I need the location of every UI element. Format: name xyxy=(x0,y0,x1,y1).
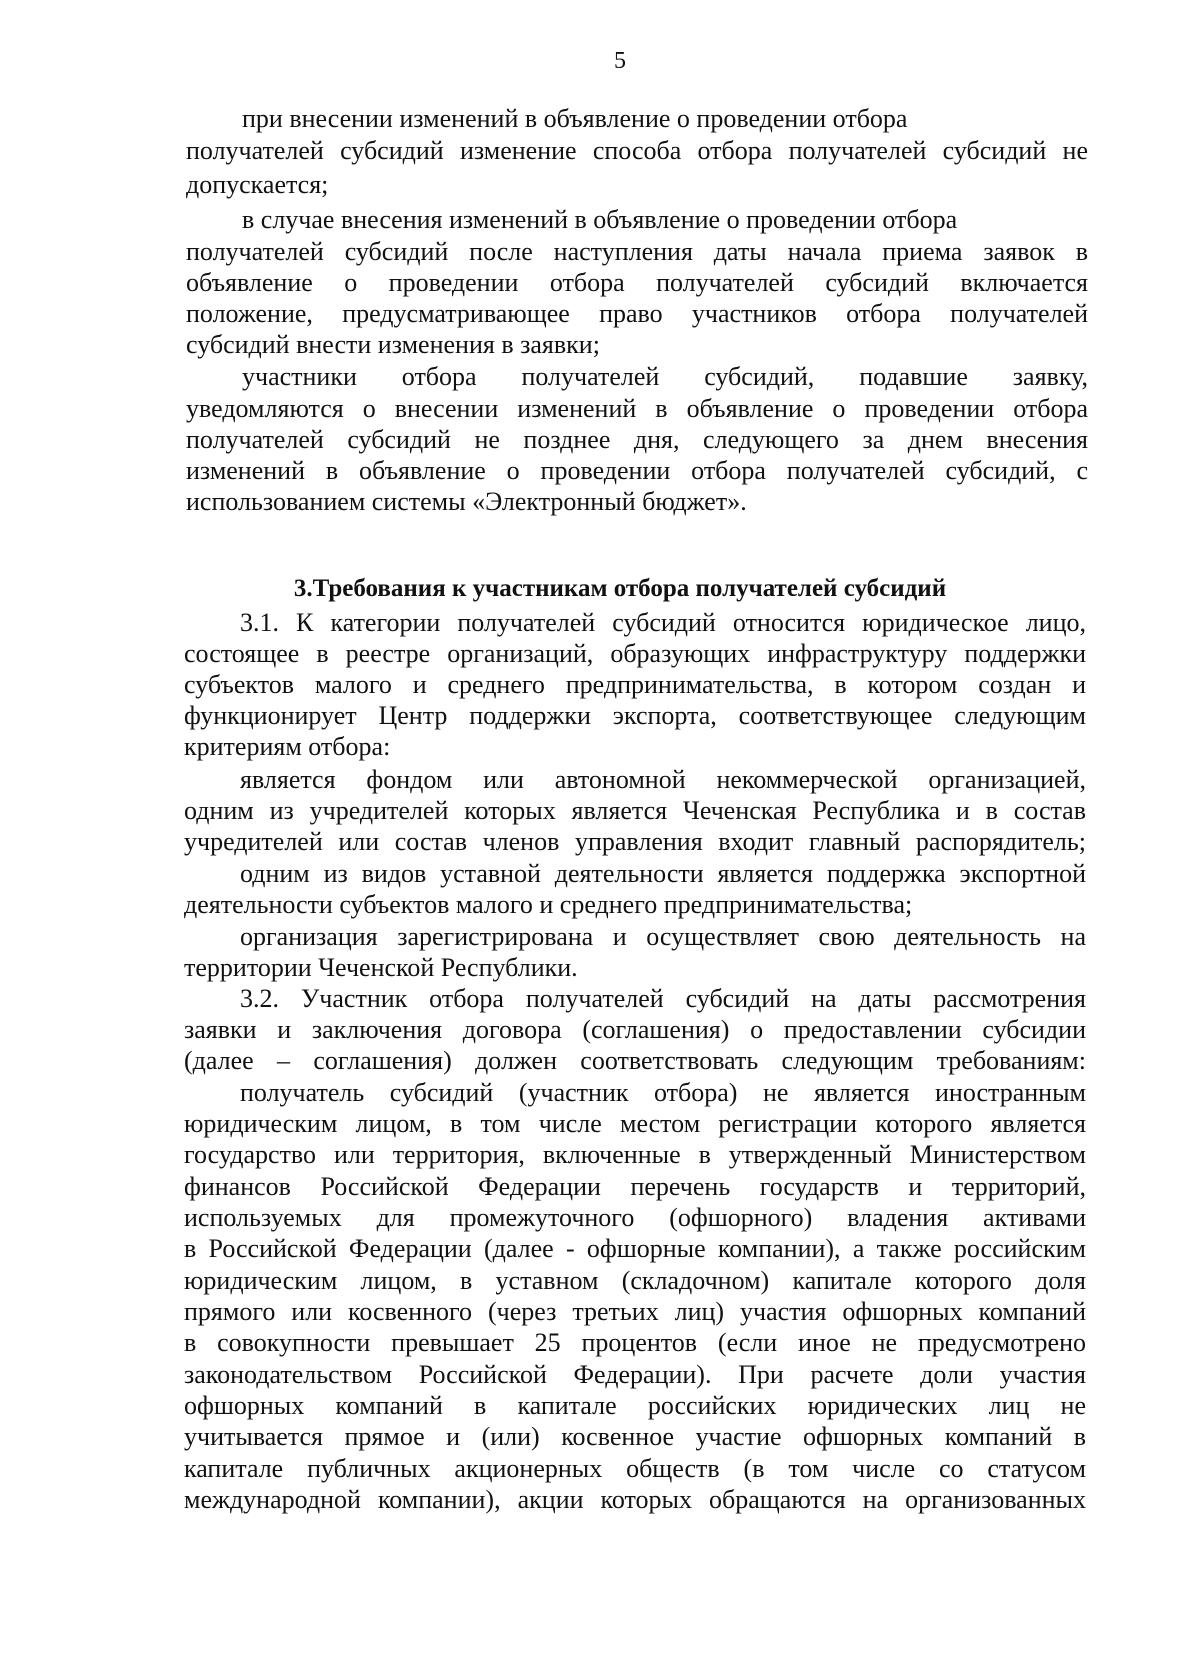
text-line: субсидий внести изменения в заявки; xyxy=(186,330,600,359)
text-line: получатель субсидий (участник отбора) не является иностранным xyxy=(240,1078,1086,1107)
text-line: юридическим лицом, в уставном (складочном) капитале которого доля xyxy=(184,1266,1086,1295)
text-line: в Российской Федерации (далее - офшорные компании), а также российским xyxy=(184,1234,1086,1263)
text-line: используемых для промежуточного (офшорного) владения активами xyxy=(184,1203,1086,1232)
text-line: финансов Российской Федерации перечень государств и территорий, xyxy=(184,1172,1086,1201)
text-line: критериям отбора: xyxy=(184,732,391,761)
text-line: получателей субсидий не позднее дня, следующего за днем внесения xyxy=(186,425,1088,454)
text-line: 3.1. К категории получателей субсидий относится юридическое лицо, xyxy=(240,608,1086,637)
text-line: прямого или косвенного (через третьих лиц) участия офшорных компаний xyxy=(184,1297,1086,1326)
text-line: учредителей или состав членов управления входит главный распорядитель; xyxy=(184,827,1086,856)
text-line: при внесении изменений в объявление о проведении отбора xyxy=(242,104,908,133)
section-heading: 3.Требования к участникам отбора получателей субсидий xyxy=(293,575,947,602)
text-line: одним из учредителей которых является Чеченская Республика и в состав xyxy=(184,796,1086,825)
text-line: является фондом или автономной некоммерческой организацией, xyxy=(240,765,1086,794)
text-line: получателей субсидий изменение способа отбора получателей субсидий не xyxy=(186,136,1088,165)
text-line: состоящее в реестре организаций, образующих инфраструктуру поддержки xyxy=(184,639,1086,668)
text-line: участники отбора получателей субсидий, подавшие заявку, xyxy=(242,362,1088,391)
text-line: юридическим лицом, в том числе местом регистрации которого является xyxy=(184,1109,1086,1138)
text-line: функционирует Центр поддержки экспорта, соответствующее следующим xyxy=(184,701,1086,730)
text-line: получателей субсидий после наступления даты начала приема заявок в xyxy=(186,237,1088,266)
text-line: в случае внесения изменений в объявление о проведении отбора xyxy=(242,205,958,234)
text-line: изменений в объявление о проведении отбора получателей субсидий, с xyxy=(186,456,1088,485)
text-line: международной компании), акции которых обращаются на организованных xyxy=(184,1485,1086,1514)
text-line: использованием системы «Электронный бюджет». xyxy=(186,487,747,516)
text-line: одним из видов уставной деятельности является поддержка экспортной xyxy=(240,859,1086,888)
text-line: организация зарегистрирована и осуществляет свою деятельность на xyxy=(240,922,1086,951)
text-line: в совокупности превышает 25 процентов (если иное не предусмотрено xyxy=(184,1328,1086,1357)
text-line: государство или территория, включенные в утвержденный Министерством xyxy=(184,1140,1086,1169)
text-line: субъектов малого и среднего предпринимательства, в котором создан и xyxy=(184,670,1086,699)
text-line: (далее – соглашения) должен соответствовать следующим требованиям: xyxy=(184,1046,1086,1075)
text-line: капитале публичных акционерных обществ (в том числе со статусом xyxy=(184,1454,1086,1483)
text-line: уведомляются о внесении изменений в объявление о проведении отбора xyxy=(186,394,1088,423)
text-line: допускается; xyxy=(186,170,329,199)
text-line: объявление о проведении отбора получателей субсидий включается xyxy=(186,268,1088,297)
text-line: учитывается прямое и (или) косвенное участие офшорных компаний в xyxy=(184,1422,1086,1451)
text-line: положение, предусматривающее право участников отбора получателей xyxy=(186,299,1088,328)
page-number: 5 xyxy=(614,48,626,74)
text-line: деятельности субъектов малого и среднего предпринимательства; xyxy=(184,890,913,919)
text-line: территории Чеченской Республики. xyxy=(184,953,578,982)
text-line: заявки и заключения договора (соглашения) о предоставлении субсидии xyxy=(184,1015,1086,1044)
text-line: законодательством Российской Федерации). При расчете доли участия xyxy=(184,1360,1086,1389)
text-line: офшорных компаний в капитале российских юридических лиц не xyxy=(184,1391,1086,1420)
text-line: 3.2. Участник отбора получателей субсидий на даты рассмотрения xyxy=(240,984,1086,1013)
